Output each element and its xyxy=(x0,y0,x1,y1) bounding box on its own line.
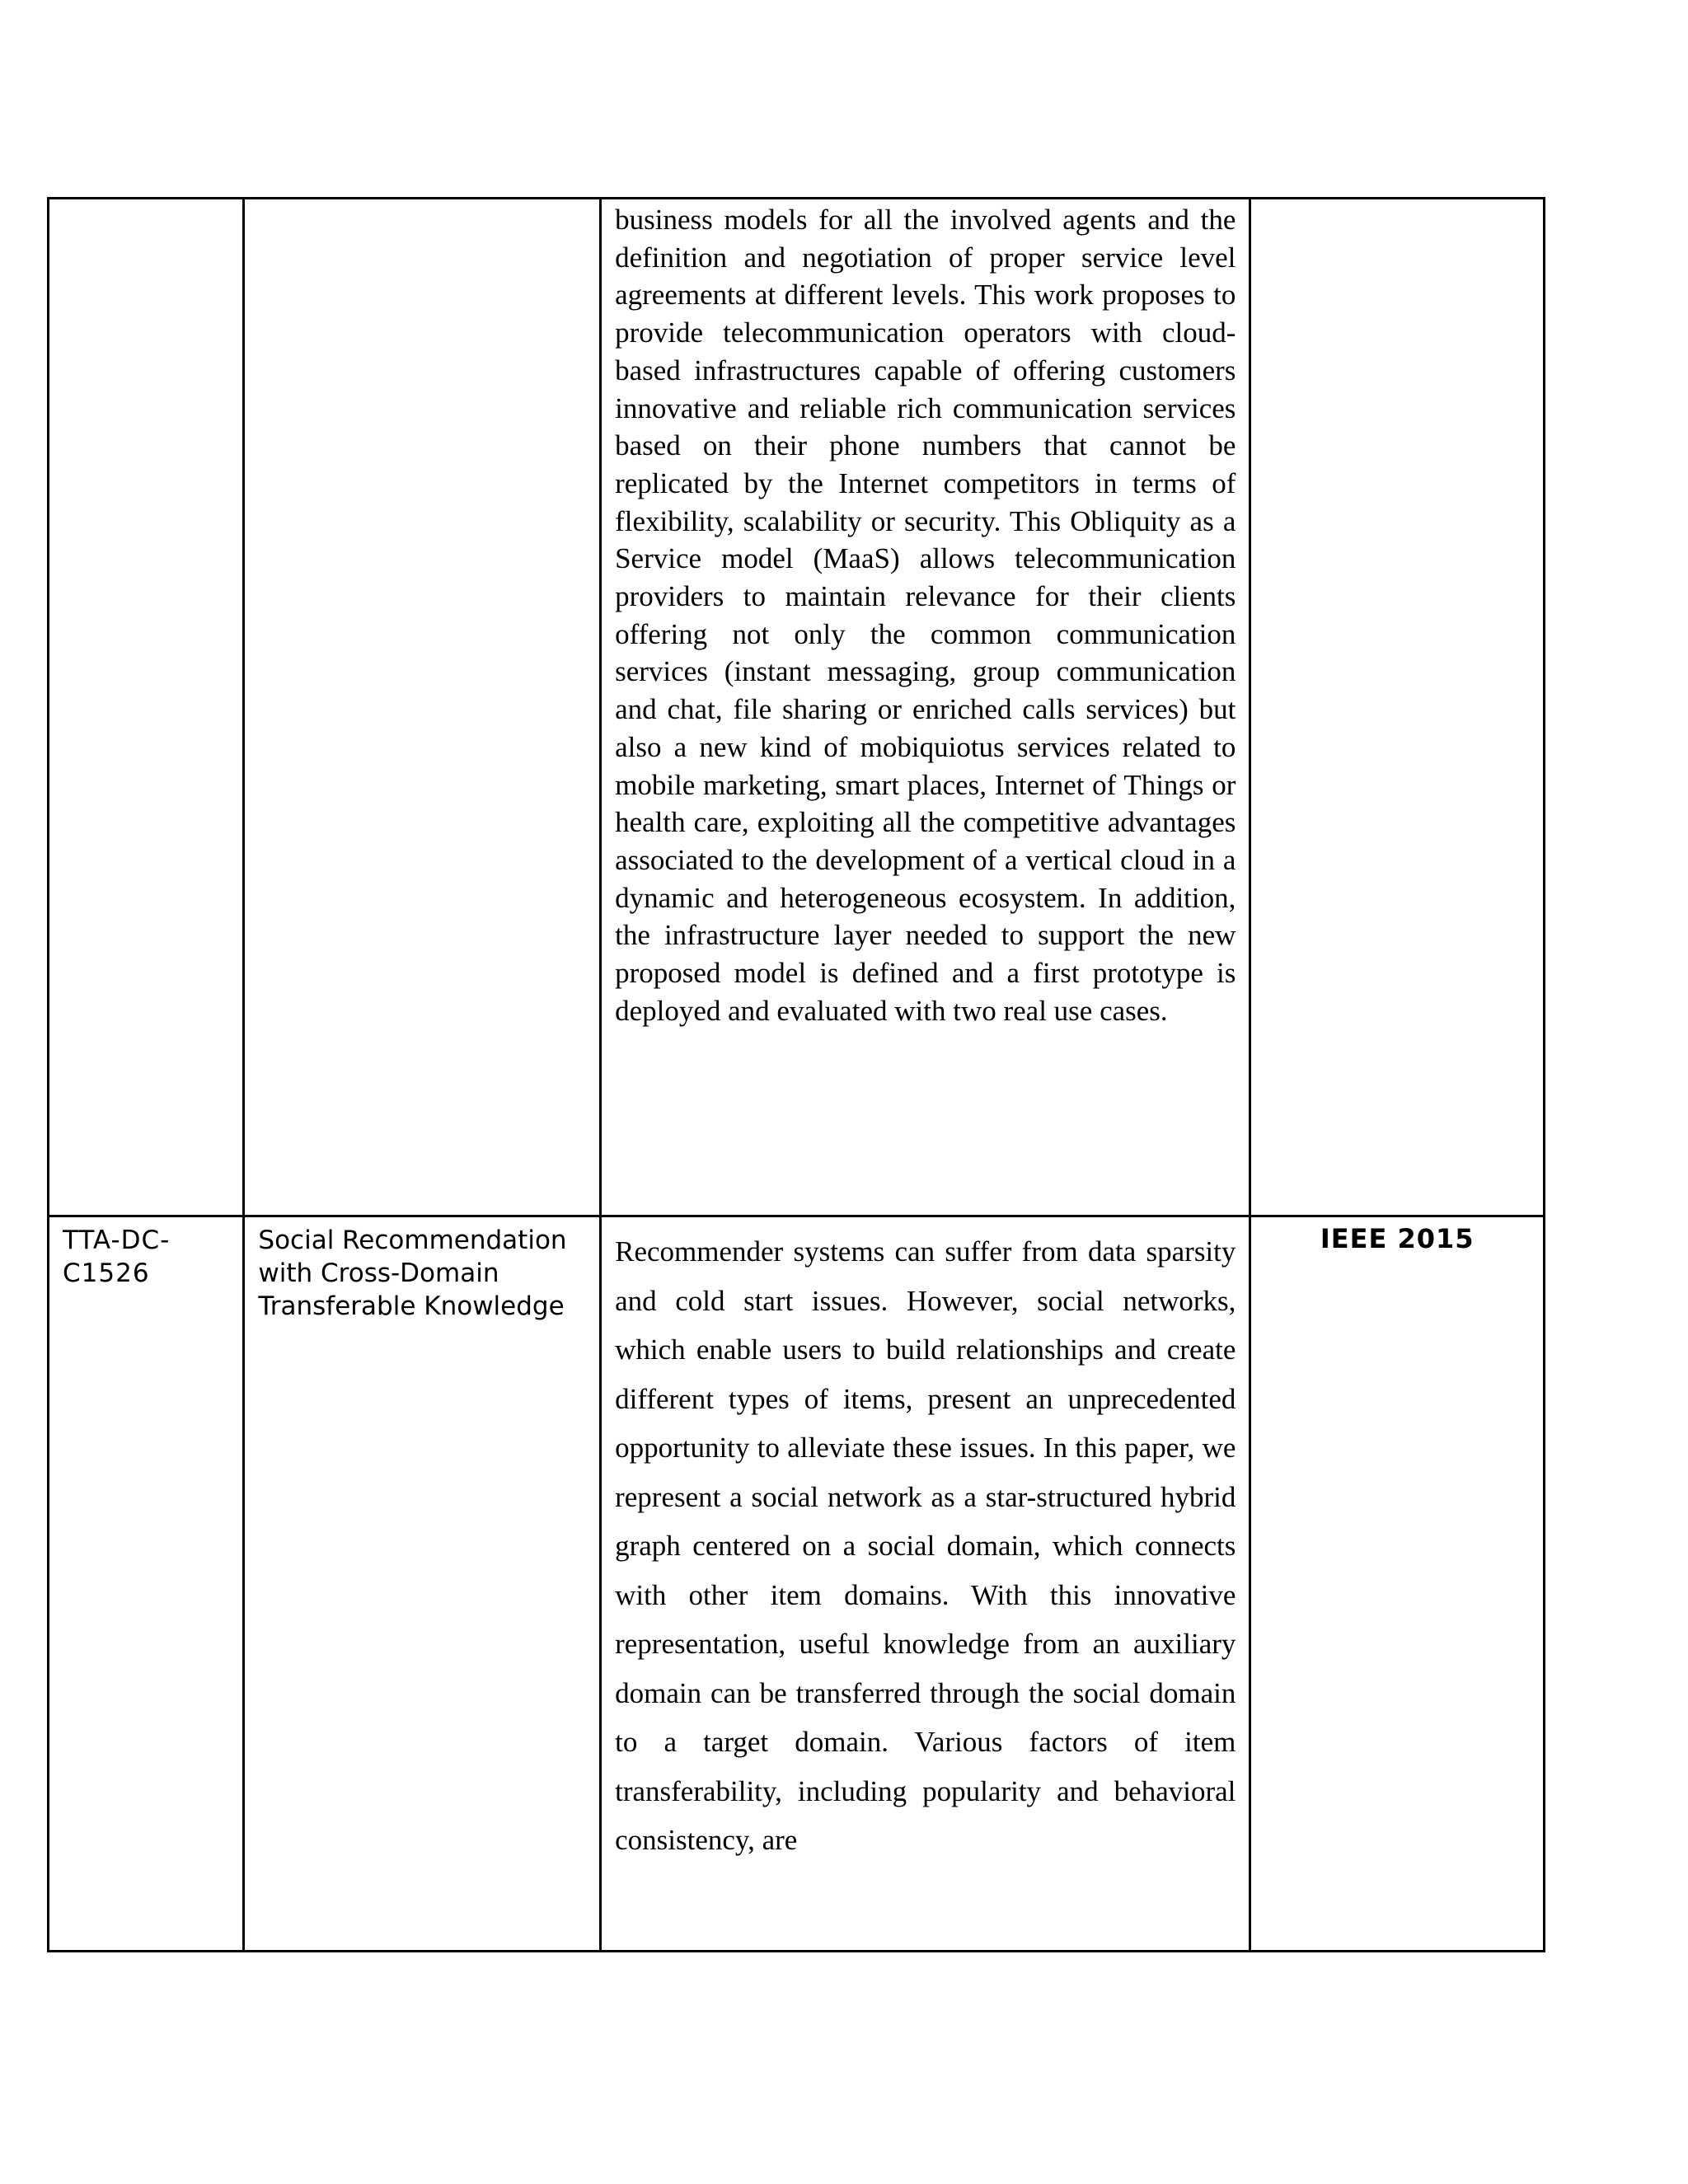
publication-label: IEEE 2015 xyxy=(1320,1223,1475,1254)
abstract-text: Recommender systems can suffer from data sparsity and cold start issues. However, social networks, which enable users to build relationships and create different types of items, present an unprecedented opportunity to alleviate these issues. In this paper, we represent a social network as a star-structured hybrid graph centered on a social domain, which connects with other item domains. With this innovative representation, useful knowledge from an auxiliary domain can be transferred through the social domain to a target domain. Various factors of item transferability, including popularity and behavioral consistency, are xyxy=(615,1235,1236,1856)
table-row xyxy=(49,199,1545,1216)
abstract-text: business models for all the involved agents and the definition and negotiation of proper service level agreements at different levels. This work proposes to provide telecommunication operators with cloud-based infrastructures capable of offering customers innovative and reliable rich communication services based on their phone numbers that cannot be replicated by the Internet competitors in terms of flexibility, scalability or security. This Obliquity as a Service model (MaaS) allows telecommunication providers to maintain relevance for their clients offering not only the common communication services (instant messaging, group communication and chat, file sharing or enriched calls services) but also a new kind of mobiquiotus services related to mobile marketing, smart places, Internet of Things or health care, exploiting all the competitive advantages associated to the development of a vertical cloud in a dynamic and heterogeneous ecosystem. In addition, the infrastructure layer needed to support the new proposed model is defined and a first prototype is deployed and evaluated with two real use cases. xyxy=(615,204,1236,1027)
project-title: Social Recommendation with Cross-Domain Transferable Knowledge xyxy=(258,1226,567,1321)
project-id xyxy=(49,199,242,206)
publication-cell xyxy=(1250,199,1545,1216)
publication-label xyxy=(1251,199,1543,204)
abstract-cell xyxy=(601,1216,1250,1952)
title-cell xyxy=(244,1216,601,1952)
id-cell xyxy=(49,1216,244,1952)
document-table xyxy=(47,197,1545,1952)
id-cell xyxy=(49,199,244,1216)
project-title xyxy=(245,199,599,206)
publication-cell xyxy=(1250,1216,1545,1952)
abstract-cell xyxy=(601,199,1250,1216)
table-row xyxy=(49,1216,1545,1952)
project-id: TTA-DC-C1526 xyxy=(63,1226,171,1288)
title-cell xyxy=(244,199,601,1216)
